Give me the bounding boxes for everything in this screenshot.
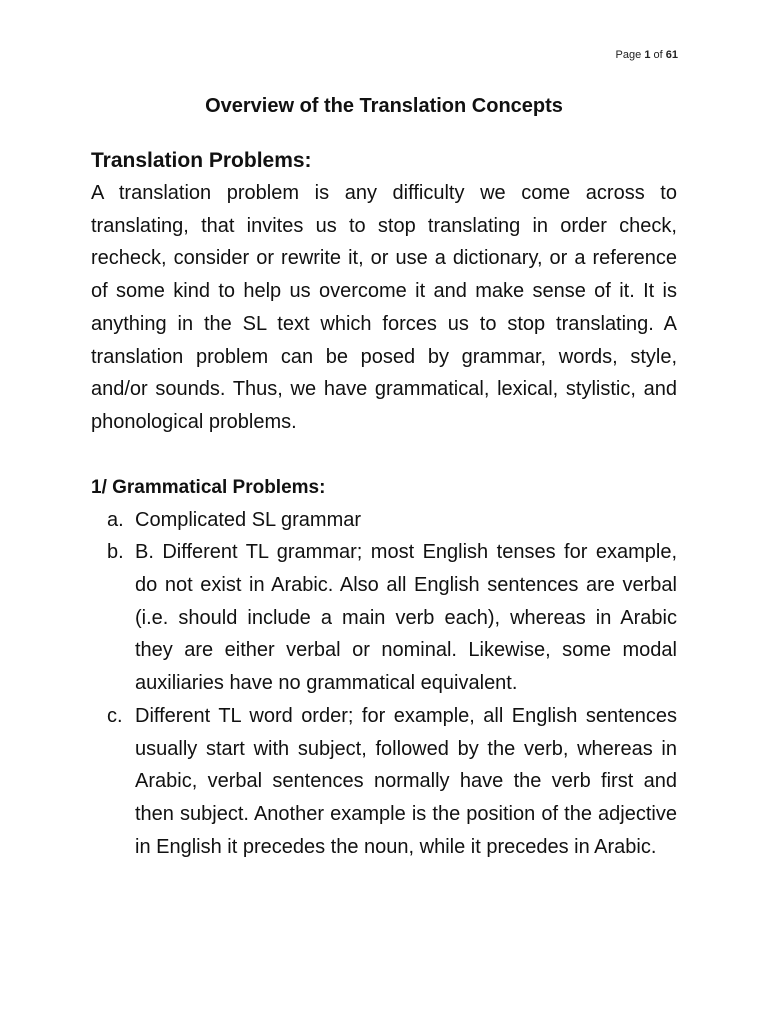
spacer — [91, 439, 677, 472]
section-paragraph: A translation problem is any difficulty we come across to translating, that invites us to stop translating in order check, recheck, consider or rewrite it, or use a dictionary, or a reference of some kind to help us overcome it and make sense of it. It is anything in the SL text which forces us to stop translating. A translation problem can be posed by grammar, words, style, and/or sounds. Thus, we have grammatical, lexical, stylistic, and phonological problems. — [91, 182, 677, 433]
page-current: 1 — [644, 49, 651, 61]
page-of: of — [653, 49, 663, 61]
list-item-text: B. Different TL grammar; most English tenses for example, do not exist in Arabic. Also all English sentences are verbal (i.e. should include a main verb each), whereas in Arabic they are either verbal or nominal. Likewise, some modal auxiliaries have no grammatical equivalent. — [135, 541, 677, 695]
list-item-text: Complicated SL grammar — [135, 508, 362, 531]
list-marker: c. — [107, 704, 123, 727]
list-marker: b. — [107, 541, 124, 564]
list-item-text: Different TL word order; for example, all English sentences usually start with subject, followed by the verb, whereas in Arabic, verbal sentences normally have the verb first and then subject. Another example is the position of the adjective in English it precedes the noun, while it precedes in Arabic. — [135, 704, 677, 858]
list-item — [91, 504, 677, 537]
page-prefix: Page — [615, 49, 642, 61]
subsection-heading: 1/ Grammatical Problems: — [91, 476, 326, 498]
page-total: 61 — [665, 49, 678, 61]
document-title: Overview of the Translation Concepts — [205, 95, 563, 117]
list-item — [91, 700, 677, 864]
list-marker: a. — [107, 508, 124, 531]
document-body — [91, 145, 677, 863]
page-number — [616, 49, 678, 61]
list-item — [91, 536, 677, 700]
section-heading: Translation Problems: — [91, 149, 312, 172]
problem-list — [91, 504, 677, 864]
